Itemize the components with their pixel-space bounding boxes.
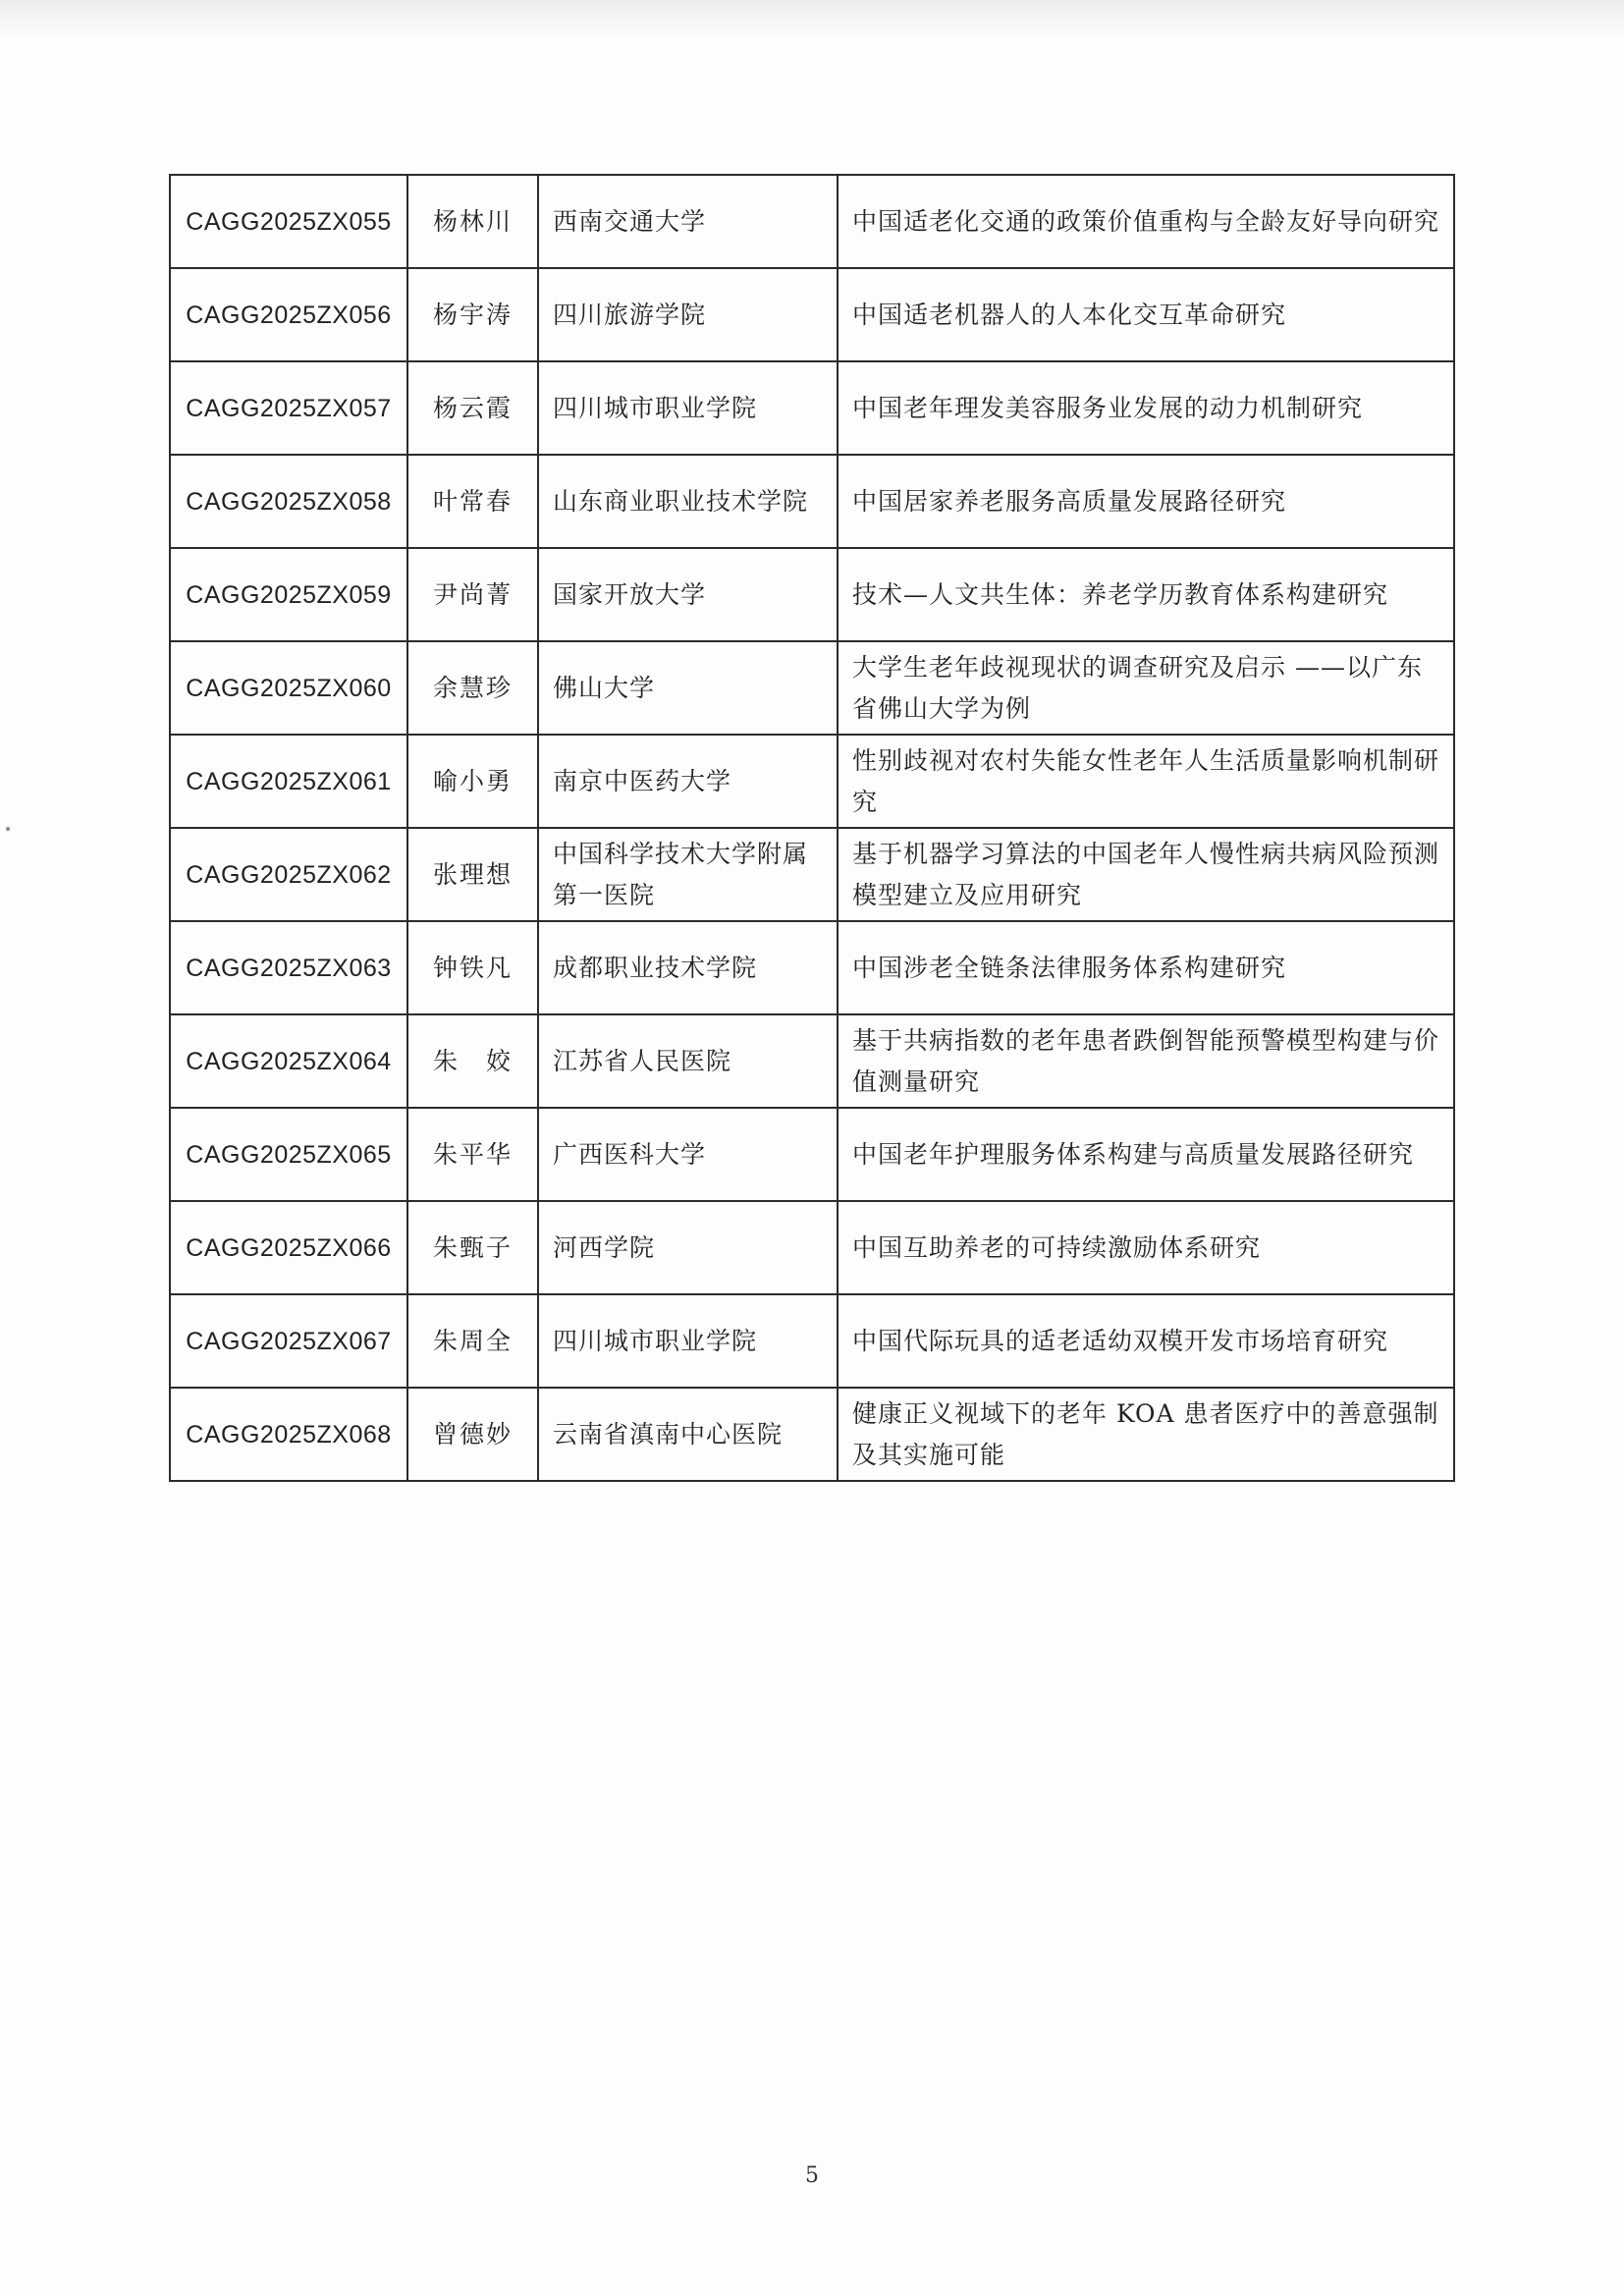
project-title-cell: 基于共病指数的老年患者跌倒智能预警模型构建与价值测量研究	[838, 1014, 1454, 1108]
applicant-name-cell: 朱平华	[407, 1108, 538, 1201]
project-code-cell: CAGG2025ZX061	[170, 735, 407, 828]
table-row	[170, 641, 1454, 735]
page-number: 5	[805, 2163, 819, 2188]
table-row	[170, 1014, 1454, 1108]
table-body	[170, 175, 1454, 1481]
table-row	[170, 548, 1454, 641]
project-code-cell: CAGG2025ZX056	[170, 268, 407, 361]
institution-cell: 中国科学技术大学附属第一医院	[538, 828, 838, 921]
table-row	[170, 921, 1454, 1014]
project-title-cell: 中国适老机器人的人本化交互革命研究	[838, 268, 1454, 361]
project-title-cell: 健康正义视域下的老年 KOA 患者医疗中的善意强制及其实施可能	[838, 1388, 1454, 1481]
table-row	[170, 361, 1454, 455]
project-code-cell: CAGG2025ZX063	[170, 921, 407, 1014]
institution-cell: 佛山大学	[538, 641, 838, 735]
project-code-cell: CAGG2025ZX068	[170, 1388, 407, 1481]
applicant-name-cell: 曾德妙	[407, 1388, 538, 1481]
institution-cell: 广西医科大学	[538, 1108, 838, 1201]
scan-speck	[6, 827, 10, 831]
table-row	[170, 268, 1454, 361]
table-row	[170, 1294, 1454, 1388]
project-code-cell: CAGG2025ZX062	[170, 828, 407, 921]
table-row	[170, 1108, 1454, 1201]
applicant-name-cell: 朱周全	[407, 1294, 538, 1388]
project-title-cell: 中国代际玩具的适老适幼双模开发市场培育研究	[838, 1294, 1454, 1388]
institution-cell: 云南省滇南中心医院	[538, 1388, 838, 1481]
project-code-cell: CAGG2025ZX065	[170, 1108, 407, 1201]
table-row	[170, 1388, 1454, 1481]
applicant-name-cell: 余慧珍	[407, 641, 538, 735]
applicant-name-cell: 喻小勇	[407, 735, 538, 828]
project-list-table	[169, 174, 1455, 1482]
applicant-name-cell: 杨宇涛	[407, 268, 538, 361]
table-row	[170, 175, 1454, 268]
institution-cell: 四川城市职业学院	[538, 1294, 838, 1388]
project-code-cell: CAGG2025ZX067	[170, 1294, 407, 1388]
project-code-cell: CAGG2025ZX060	[170, 641, 407, 735]
project-title-cell: 中国适老化交通的政策价值重构与全龄友好导向研究	[838, 175, 1454, 268]
project-title-cell: 中国涉老全链条法律服务体系构建研究	[838, 921, 1454, 1014]
project-code-cell: CAGG2025ZX057	[170, 361, 407, 455]
table-row	[170, 828, 1454, 921]
table-row	[170, 455, 1454, 548]
institution-cell: 南京中医药大学	[538, 735, 838, 828]
institution-cell: 江苏省人民医院	[538, 1014, 838, 1108]
project-title-cell: 大学生老年歧视现状的调查研究及启示 ——以广东省佛山大学为例	[838, 641, 1454, 735]
institution-cell: 国家开放大学	[538, 548, 838, 641]
institution-cell: 四川城市职业学院	[538, 361, 838, 455]
institution-cell: 西南交通大学	[538, 175, 838, 268]
applicant-name-cell: 尹尚菁	[407, 548, 538, 641]
project-title-cell: 中国老年理发美容服务业发展的动力机制研究	[838, 361, 1454, 455]
project-code-cell: CAGG2025ZX058	[170, 455, 407, 548]
project-code-cell: CAGG2025ZX064	[170, 1014, 407, 1108]
applicant-name-cell: 杨林川	[407, 175, 538, 268]
institution-cell: 四川旅游学院	[538, 268, 838, 361]
scan-shadow	[0, 0, 1624, 39]
project-title-cell: 中国居家养老服务高质量发展路径研究	[838, 455, 1454, 548]
project-title-cell: 性别歧视对农村失能女性老年人生活质量影响机制研究	[838, 735, 1454, 828]
applicant-name-cell: 杨云霞	[407, 361, 538, 455]
institution-cell: 河西学院	[538, 1201, 838, 1294]
project-title-cell: 中国互助养老的可持续激励体系研究	[838, 1201, 1454, 1294]
applicant-name-cell: 朱 姣	[407, 1014, 538, 1108]
applicant-name-cell: 朱甄子	[407, 1201, 538, 1294]
project-code-cell: CAGG2025ZX055	[170, 175, 407, 268]
table-row	[170, 735, 1454, 828]
institution-cell: 成都职业技术学院	[538, 921, 838, 1014]
project-code-cell: CAGG2025ZX066	[170, 1201, 407, 1294]
project-title-cell: 中国老年护理服务体系构建与高质量发展路径研究	[838, 1108, 1454, 1201]
project-code-cell: CAGG2025ZX059	[170, 548, 407, 641]
applicant-name-cell: 钟铁凡	[407, 921, 538, 1014]
applicant-name-cell: 叶常春	[407, 455, 538, 548]
table-row	[170, 1201, 1454, 1294]
project-title-cell: 技术—人文共生体：养老学历教育体系构建研究	[838, 548, 1454, 641]
applicant-name-cell: 张理想	[407, 828, 538, 921]
project-title-cell: 基于机器学习算法的中国老年人慢性病共病风险预测模型建立及应用研究	[838, 828, 1454, 921]
institution-cell: 山东商业职业技术学院	[538, 455, 838, 548]
